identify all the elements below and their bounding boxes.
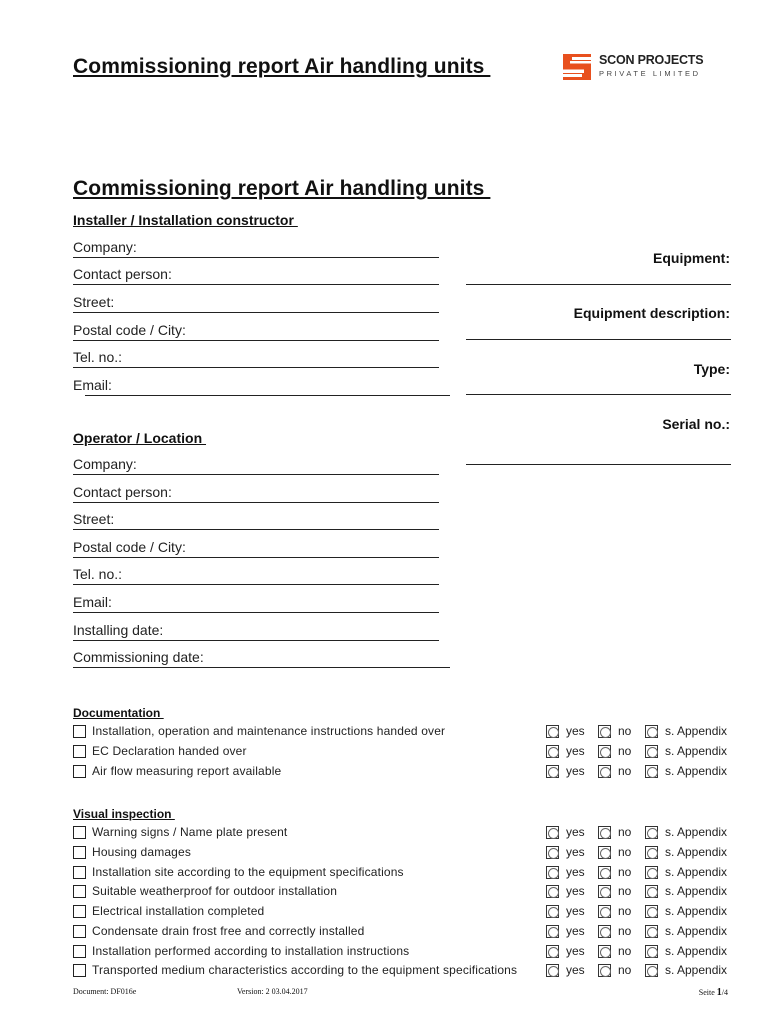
checklist-row: Electrical installation completed yes no s. Appendix: [73, 903, 733, 921]
radio-icon: [546, 745, 559, 758]
logo-name: SCON PROJECTS: [599, 53, 704, 67]
item-checkbox[interactable]: [73, 765, 86, 778]
item-label: Installation performed according to installation instructions: [92, 944, 410, 958]
checklist-row: Installation site according to the equipment specifications yes no s. Appendix: [73, 864, 733, 882]
radio-icon: [546, 866, 559, 879]
radio-icon: [598, 765, 611, 778]
checklist-row: Air flow measuring report available yes no s. Appendix: [73, 763, 733, 781]
installer-street-field[interactable]: [73, 287, 439, 313]
radio-icon: [645, 765, 658, 778]
field-label: Street:: [73, 511, 115, 527]
field-label: Company:: [73, 239, 137, 255]
radio-icon: [645, 925, 658, 938]
checklist-row: Installation performed according to installation instructions yes no s. Appendix: [73, 943, 733, 961]
radio-icon: [546, 846, 559, 859]
operator-company-field[interactable]: [73, 449, 439, 475]
checklist-row: Transported medium characteristics according to the equipment specifications yes no s. Appendix: [73, 962, 733, 980]
equipment-description-label: Equipment description:: [573, 305, 730, 321]
field-label: Tel. no.:: [73, 349, 123, 365]
item-checkbox[interactable]: [73, 866, 86, 879]
radio-icon: [598, 925, 611, 938]
operator-email-field[interactable]: [73, 587, 439, 613]
item-label: EC Declaration handed over: [92, 744, 247, 758]
installer-contact-field[interactable]: [73, 259, 439, 285]
logo-subtitle: PRIVATE LIMITED: [599, 69, 701, 78]
radio-icon: [546, 945, 559, 958]
item-checkbox[interactable]: [73, 826, 86, 839]
operator-postal-field[interactable]: [73, 532, 439, 558]
field-label: Contact person:: [73, 266, 172, 282]
field-label: Postal code / City:: [73, 539, 186, 555]
field-label: Installing date:: [73, 622, 164, 638]
field-label: Commissioning date:: [73, 649, 204, 665]
operator-contact-field[interactable]: [73, 477, 439, 503]
item-label: Air flow measuring report available: [92, 764, 282, 778]
equipment-field[interactable]: [466, 284, 731, 285]
item-label: Transported medium characteristics according to the equipment specifications: [92, 963, 518, 977]
serial-no-label: Serial no.:: [662, 416, 730, 432]
installing-date-field[interactable]: [73, 615, 439, 641]
item-checkbox[interactable]: [73, 846, 86, 859]
item-label: Housing damages: [92, 845, 191, 859]
radio-icon: [598, 846, 611, 859]
scon-logo-icon: [561, 53, 593, 81]
item-label: Electrical installation completed: [92, 904, 265, 918]
field-label: Street:: [73, 294, 115, 310]
radio-icon: [546, 765, 559, 778]
installer-company-field[interactable]: [73, 232, 439, 258]
item-label: Warning signs / Name plate present: [92, 825, 288, 839]
item-label: Installation site according to the equipment specifications: [92, 865, 404, 879]
radio-icon: [645, 885, 658, 898]
item-checkbox[interactable]: [73, 905, 86, 918]
company-logo: [561, 52, 704, 84]
item-checkbox[interactable]: [73, 885, 86, 898]
radio-icon: [598, 725, 611, 738]
item-checkbox[interactable]: [73, 945, 86, 958]
radio-icon: [598, 885, 611, 898]
installer-email-field[interactable]: [73, 370, 450, 396]
type-field[interactable]: [466, 394, 731, 395]
radio-icon: [645, 826, 658, 839]
radio-icon: [645, 945, 658, 958]
item-checkbox[interactable]: [73, 745, 86, 758]
radio-icon: [645, 905, 658, 918]
equipment-description-field[interactable]: [466, 339, 731, 340]
radio-icon: [598, 905, 611, 918]
radio-icon: [546, 964, 559, 977]
item-checkbox[interactable]: [73, 925, 86, 938]
footer-version: Version: 2 03.04.2017: [237, 987, 308, 996]
item-label: Condensate drain frost free and correctly installed: [92, 924, 365, 938]
radio-icon: [598, 945, 611, 958]
item-checkbox[interactable]: [73, 725, 86, 738]
installer-postal-field[interactable]: [73, 315, 439, 341]
operator-tel-field[interactable]: [73, 559, 439, 585]
radio-icon: [645, 725, 658, 738]
visual-inspection-heading: Visual inspection: [73, 807, 175, 821]
item-label: Suitable weatherproof for outdoor installation: [92, 884, 338, 898]
radio-icon: [598, 745, 611, 758]
page-title: Commissioning report Air handling units: [73, 177, 491, 200]
checklist-row: Suitable weatherproof for outdoor installation yes no s. Appendix: [73, 883, 733, 901]
equipment-label: Equipment:: [653, 250, 730, 266]
radio-icon: [645, 745, 658, 758]
radio-icon: [645, 866, 658, 879]
serial-no-field[interactable]: [466, 464, 731, 465]
field-label: Contact person:: [73, 484, 172, 500]
field-label: Postal code / City:: [73, 322, 186, 338]
installer-tel-field[interactable]: [73, 342, 439, 368]
checklist-row: Condensate drain frost free and correctly installed yes no s. Appendix: [73, 923, 733, 941]
radio-icon: [546, 725, 559, 738]
radio-icon: [645, 846, 658, 859]
installer-heading: Installer / Installation constructor: [73, 212, 298, 228]
operator-heading: Operator / Location: [73, 430, 207, 446]
radio-icon: [598, 826, 611, 839]
operator-street-field[interactable]: [73, 504, 439, 530]
field-label: Email:: [73, 594, 112, 610]
checklist-row: Warning signs / Name plate present yes no s. Appendix: [73, 824, 733, 842]
radio-icon: [598, 866, 611, 879]
commissioning-date-field[interactable]: [73, 642, 450, 668]
item-checkbox[interactable]: [73, 964, 86, 977]
documentation-heading: Documentation: [73, 706, 164, 720]
item-label: Installation, operation and maintenance instructions handed over: [92, 724, 446, 738]
field-label: Company:: [73, 456, 137, 472]
footer-document-id: Document: DF016e: [73, 987, 137, 996]
radio-icon: [645, 964, 658, 977]
radio-icon: [546, 925, 559, 938]
checklist-row: EC Declaration handed over yes no s. Appendix: [73, 743, 733, 761]
checklist-row: Installation, operation and maintenance instructions handed over yes no s. Appendix: [73, 723, 733, 741]
radio-icon: [546, 826, 559, 839]
radio-icon: [546, 905, 559, 918]
radio-icon: [598, 964, 611, 977]
radio-icon: [546, 885, 559, 898]
field-label: Email:: [73, 377, 112, 393]
checklist-row: Housing damages yes no s. Appendix: [73, 844, 733, 862]
field-label: Tel. no.:: [73, 566, 123, 582]
type-label: Type:: [693, 361, 730, 377]
header-title: Commissioning report Air handling units: [73, 55, 491, 78]
footer-page-number: Seite 1/4: [698, 987, 728, 998]
